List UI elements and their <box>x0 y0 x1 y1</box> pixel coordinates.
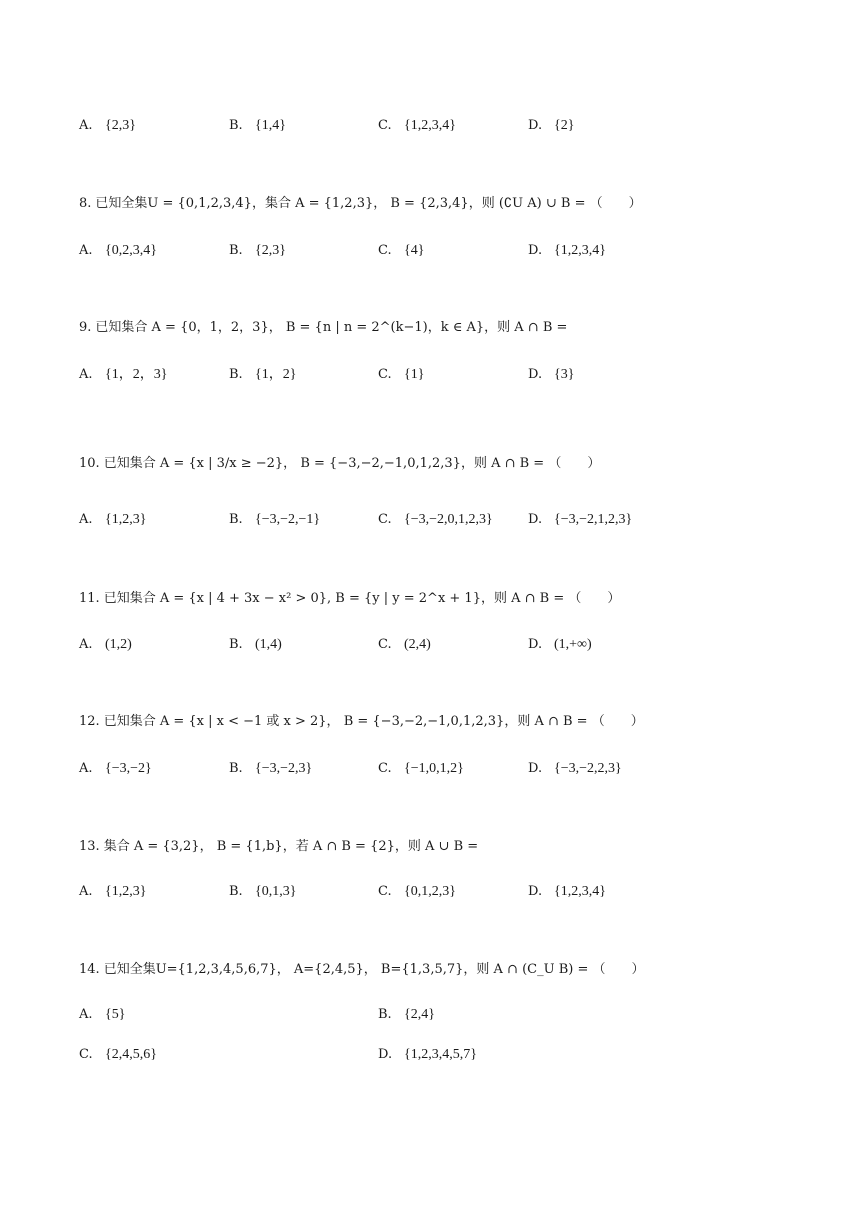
question-14 <box>79 960 799 1062</box>
question-number: 10. <box>79 456 100 471</box>
question-stem <box>79 960 799 980</box>
question-number: 8. <box>79 196 92 211</box>
option-a[interactable]: A. {5} <box>79 1007 126 1022</box>
option-c[interactable]: C. {−3,−2,0,1,2,3} <box>378 512 493 527</box>
option-b[interactable]: B. {1,4} <box>229 118 286 133</box>
question-stem <box>79 712 799 732</box>
option-a[interactable]: A. {2,3} <box>79 118 136 133</box>
question-text: 已知全集U={1,2,3,4,5,6,7}， A={2,4,5}， B={1,3,5,7}，则 A ∩ (C_U B) = （ ） <box>103 962 645 977</box>
option-a[interactable]: A. {0,2,3,4} <box>79 243 157 258</box>
question-stem <box>79 318 799 338</box>
option-d[interactable]: D. {1,2,3,4} <box>528 243 606 258</box>
question-stem <box>79 194 799 214</box>
option-c[interactable]: C. (2,4) <box>378 637 431 652</box>
option-c[interactable]: C. {0,1,2,3} <box>378 884 456 899</box>
option-b[interactable]: B. (1,4) <box>229 637 282 652</box>
option-d[interactable]: D. (1,+∞) <box>528 637 592 652</box>
question-12 <box>79 712 799 776</box>
question-10 <box>79 454 799 527</box>
question-9 <box>79 318 799 382</box>
option-d[interactable]: D. {1,2,3,4,5,7} <box>378 1047 477 1062</box>
question-text: 集合 A = {3,2}， B = {1,b}，若 A ∩ B = {2}，则 A ∪ B = <box>103 839 479 854</box>
question-text: 已知集合 A = {x | 4 + 3x − x² > 0}, B = {y | y = 2^x + 1}，则 A ∩ B = （ ） <box>103 591 621 606</box>
question-text: 已知集合 A = {x | 3/x ≥ −2}， B = {−3,−2,−1,0,1,2,3}，则 A ∩ B = （ ） <box>103 456 601 471</box>
question-8 <box>79 194 799 258</box>
question-11 <box>79 589 799 652</box>
option-c[interactable]: C. {4} <box>378 243 425 258</box>
option-b[interactable]: B. {−3,−2,3} <box>229 761 313 776</box>
question-stem <box>79 454 799 474</box>
option-a[interactable]: A. {1，2，3} <box>79 367 168 382</box>
question-number: 11. <box>79 591 100 606</box>
question-text: 已知集合 A = {x | x < −1 或 x > 2}， B = {−3,−2,−1,0,1,2,3}，则 A ∩ B = （ ） <box>103 714 644 729</box>
option-d[interactable]: D. {2} <box>528 118 575 133</box>
option-c[interactable]: C. {−1,0,1,2} <box>378 761 464 776</box>
option-a[interactable]: A. (1,2) <box>79 637 132 652</box>
option-b[interactable]: B. {1，2} <box>229 367 297 382</box>
option-d[interactable]: D. {−3,−2,1,2,3} <box>528 512 633 527</box>
option-c[interactable]: C. {2,4,5,6} <box>79 1047 157 1062</box>
option-a[interactable]: A. {1,2,3} <box>79 884 147 899</box>
question-stem <box>79 837 799 857</box>
option-b[interactable]: B. {2,3} <box>229 243 286 258</box>
option-b[interactable]: B. {−3,−2,−1} <box>229 512 321 527</box>
option-d[interactable]: D. {3} <box>528 367 575 382</box>
option-d[interactable]: D. {1,2,3,4} <box>528 884 606 899</box>
option-b[interactable]: B. {2,4} <box>378 1007 435 1022</box>
option-c[interactable]: C. {1,2,3,4} <box>378 118 456 133</box>
question-number: 12. <box>79 714 100 729</box>
question-number: 13. <box>79 839 100 854</box>
option-d[interactable]: D. {−3,−2,2,3} <box>528 761 622 776</box>
question-number: 14. <box>79 962 100 977</box>
question-stem <box>79 589 799 609</box>
option-a[interactable]: A. {1,2,3} <box>79 512 147 527</box>
option-b[interactable]: B. {0,1,3} <box>229 884 297 899</box>
question-13 <box>79 837 799 899</box>
question-text: 已知集合 A = {0，1，2，3}， B = {n | n = 2^(k−1)，k ∈ A}，则 A ∩ B = <box>95 320 568 335</box>
question-text: 已知全集U = {0,1,2,3,4}，集合 A = {1,2,3}， B = {2,3,4}，则 (∁U A) ∪ B = （ ） <box>95 196 642 211</box>
option-c[interactable]: C. {1} <box>378 367 425 382</box>
question-number: 9. <box>79 320 92 335</box>
option-a[interactable]: A. {−3,−2} <box>79 761 152 776</box>
